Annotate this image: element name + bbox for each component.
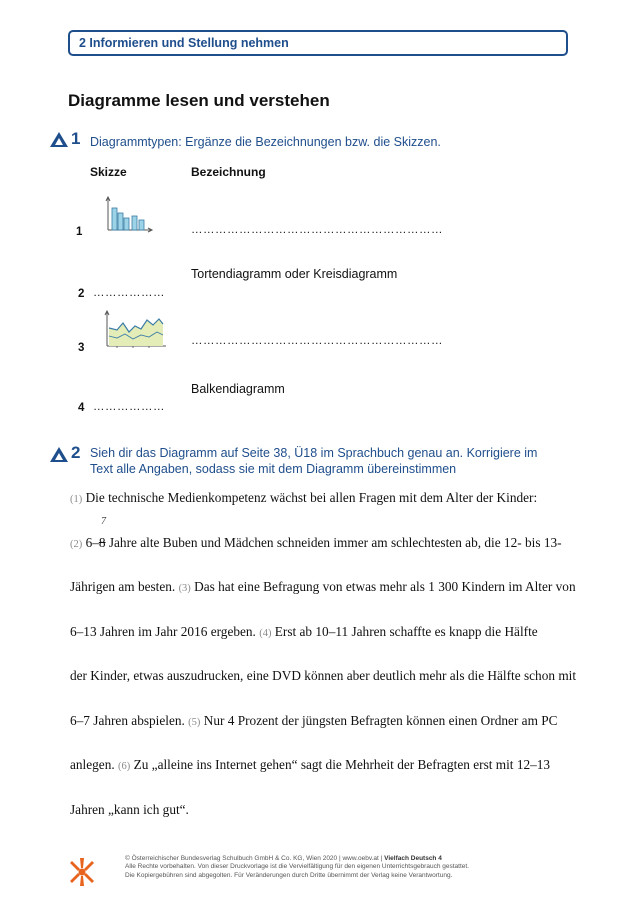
text-segment: Das hat eine Befragung von etwas mehr als 1 300 Kindern im Alter von bbox=[190, 579, 576, 594]
text-line bbox=[70, 802, 189, 818]
row-3-number: 3 bbox=[78, 342, 85, 354]
text-line bbox=[70, 713, 558, 729]
line-chart-sketch bbox=[103, 310, 169, 352]
text-segment: Jahre alte Buben und Mädchen schneiden immer am schlechtesten ab, die 12- bis 13- bbox=[105, 534, 562, 550]
row-1-label-blank: ……………………………………………………… bbox=[191, 224, 443, 236]
text-segment: Zu „alleine ins Internet gehen“ sagt die Mehrheit der Befragten erst mit 12–13 bbox=[130, 757, 551, 772]
difficulty-triangle-icon bbox=[50, 447, 68, 462]
sentence-number: (6) bbox=[118, 761, 131, 772]
sentence-number: (3) bbox=[178, 583, 191, 594]
row-1-number: 1 bbox=[76, 226, 83, 238]
page-title: Diagramme lesen und verstehen bbox=[68, 91, 330, 110]
row-2-label: Tortendiagramm oder Kreisdiagramm bbox=[191, 267, 398, 281]
footer-line-1: © Österreichischer Bundesverlag Schulbuch GmbH & Co. KG, Wien 2020 | www.oebv.at | Vielfach Deutsch 4 bbox=[125, 855, 442, 862]
text-segment: Nur 4 Prozent der jüngsten Befragten können einen Ordner am PC bbox=[200, 712, 558, 728]
text-line bbox=[70, 579, 576, 595]
footer-copyright bbox=[125, 855, 545, 880]
text-segment: 6– bbox=[82, 534, 99, 550]
text-segment: anlegen. bbox=[70, 757, 118, 772]
text-line bbox=[70, 668, 576, 684]
publisher-logo-icon bbox=[68, 858, 96, 886]
exercise-2-instruction-line-1: Sieh dir das Diagramm auf Seite 38, Ü18 im Sprachbuch genau an. Korrigiere im bbox=[90, 446, 538, 460]
text-segment: 6–13 Jahren im Jahr 2016 ergeben. bbox=[70, 623, 260, 639]
exercise-2-instruction-line-2: Text alle Angaben, sodass sie mit dem Diagramm übereinstimmen bbox=[90, 462, 457, 476]
sentence-number: (5) bbox=[188, 716, 201, 728]
row-4-number: 4 bbox=[78, 402, 85, 414]
row-2-number: 2 bbox=[78, 288, 85, 300]
row-4-label: Balkendiagramm bbox=[191, 382, 285, 396]
sentence-number: (2) bbox=[70, 538, 83, 550]
text-line bbox=[70, 624, 538, 640]
row-4-sketch-blank: ……………… bbox=[93, 401, 165, 413]
exercise-2-number: 2 bbox=[71, 443, 81, 462]
footer-line-3: Die Kopiergebühren sind abgegolten. Für Veränderungen durch Dritte übernimmt der Verlag keine Verantwortung. bbox=[125, 871, 453, 879]
row-3-label-blank: ……………………………………………………… bbox=[191, 335, 443, 347]
column-chart-sketch bbox=[104, 196, 154, 234]
text-line bbox=[70, 535, 562, 551]
chapter-header: 2 Informieren und Stellung nehmen bbox=[68, 30, 568, 56]
column-header-label: Bezeichnung bbox=[191, 165, 266, 179]
struck-value: 8 bbox=[98, 534, 106, 550]
handwritten-correction: 7 bbox=[101, 516, 106, 527]
column-header-sketch: Skizze bbox=[90, 165, 127, 179]
text-segment: Jahren „kann ich gut“. bbox=[70, 801, 189, 817]
text-segment: der Kinder, etwas auszudrucken, eine DVD können aber deutlich mehr als die Hälfte schon mit bbox=[70, 668, 577, 683]
difficulty-triangle-icon bbox=[50, 132, 68, 147]
footer-line-2: Alle Rechte vorbehalten. Von dieser Druckvorlage ist die Vervielfältigung für den eigenen Unterrichtsgebrauch gestattet. bbox=[125, 863, 469, 871]
text-segment: Jährigen am besten. bbox=[70, 579, 179, 594]
text-segment: 6–7 Jahren abspielen. bbox=[70, 712, 189, 728]
text-segment: Erst ab 10–11 Jahren schaffte es knapp die Hälfte bbox=[271, 623, 538, 639]
text-segment: Die technische Medienkompetenz wächst bei allen Fragen mit dem Alter der Kinder: bbox=[82, 490, 538, 505]
sentence-number: (4) bbox=[259, 627, 272, 639]
row-2-sketch-blank: ……………… bbox=[93, 287, 165, 299]
sentence-number: (1) bbox=[70, 494, 83, 505]
text-line bbox=[70, 757, 550, 773]
exercise-1-number: 1 bbox=[71, 129, 81, 148]
text-line bbox=[70, 490, 537, 506]
exercise-1-instruction: Diagrammtypen: Ergänze die Bezeichnungen bzw. die Skizzen. bbox=[90, 135, 441, 149]
